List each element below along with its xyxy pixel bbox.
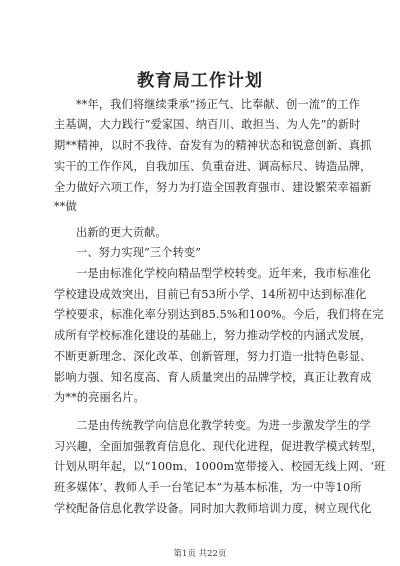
paragraph-line: 二是由传统教学向信息化教学转变。为进一步激发学生的学 <box>76 419 371 432</box>
section-heading: 一、努力实现“三个转变” <box>76 246 202 259</box>
paragraph-line: 一是由标准化学校向精品型学校转变。近年来，我市标准化 <box>76 267 371 280</box>
paragraph-line: **做 <box>54 200 77 213</box>
paragraph-line: 学校要求，标准化率分别达到85.5%和100%。今后，我们将在完 <box>54 308 384 321</box>
paragraph-line: 全力做好六项工作，努力为打造全国教育强市、建设繁荣幸福新 <box>54 181 372 194</box>
paragraph-line: 计划从明年起，以“100m、1000m宽带接入、校园无线上网、‘班 <box>54 460 386 473</box>
paragraph-line: 学校配备信息化教学设备。同时加大教师培训力度，树立现代化 <box>54 502 372 515</box>
paragraph-line: 习兴趣，全面加强教育信息化、现代化进程，促进教学模式转型， <box>54 440 383 453</box>
document-title: 教育局工作计划 <box>137 71 263 91</box>
paragraph-line: 出新的更大贡献。 <box>76 226 167 239</box>
page-number-footer: 第1页 共22页 <box>173 549 227 559</box>
paragraph-line: 为**的亮丽名片。 <box>54 391 145 404</box>
paragraph-line: **年，我们将继续秉承“扬正气、比奉献、创一流”的工作 <box>76 98 360 111</box>
paragraph-line: 学校建设成效突出，目前已有53所小学、14所初中达到标准化 <box>54 288 367 301</box>
paragraph-line: 影响力强、知名度高、育人质量突出的品牌学校，真正让教育成 <box>54 371 372 384</box>
paragraph-line: 实干的工作作风，自我加压、负重奋进、调高标尺、铸造品牌， <box>54 160 372 173</box>
paragraph-line: 成所有学校标准化建设的基础上，努力推动学校的内涵式发展， <box>54 329 372 342</box>
paragraph-line: 主基调，大力践行“爱家国、纳百川、敢担当、为人先”的新时 <box>54 118 361 131</box>
paragraph-line: 班多媒体’、教师人手一台笔记本”为基本标准，为一中等10所 <box>54 481 362 494</box>
paragraph-line: 期**精神，以时不我待、奋发有为的精神状态和锐意创新、真抓 <box>54 139 372 152</box>
paragraph-line: 不断更新理念、深化改革、创新管理，努力打造一批特色彰显、 <box>54 350 372 363</box>
